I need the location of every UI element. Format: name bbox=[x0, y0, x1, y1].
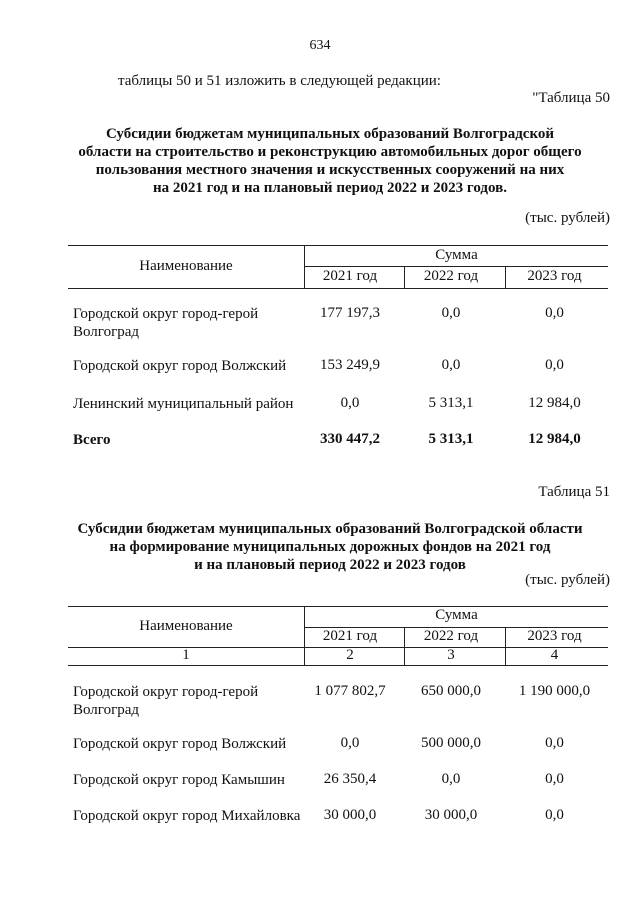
page-number: 634 bbox=[309, 38, 331, 53]
header-name: Наименование bbox=[139, 258, 233, 274]
table50-label: "Таблица 50 bbox=[532, 90, 610, 106]
table-row-name: Всего bbox=[73, 432, 111, 448]
table-cell: 500 000,0 bbox=[421, 735, 481, 751]
header-year: 2021 год bbox=[322, 628, 378, 644]
table-cell: 177 197,3 bbox=[320, 305, 380, 321]
table-cell: 1 190 000,0 bbox=[518, 683, 591, 699]
table-rule bbox=[68, 245, 608, 246]
table50-units: (тыс. рублей) bbox=[525, 210, 610, 226]
table51-units: (тыс. рублей) bbox=[525, 572, 610, 588]
table-cell: 0,0 bbox=[545, 735, 564, 751]
header-sum: Сумма bbox=[435, 607, 478, 623]
table-row-name: Ленинский муниципальный район bbox=[73, 396, 294, 412]
table-cell: 650 000,0 bbox=[421, 683, 481, 699]
table-cell: 30 000,0 bbox=[424, 807, 478, 823]
table50-title-line: области на строительство и реконструкцию автомобильных дорог общего bbox=[78, 144, 582, 160]
table-cell: 0,0 bbox=[340, 395, 360, 411]
table-row-name: Городской округ город Волжский bbox=[73, 736, 287, 752]
table-cell: 5 313,1 bbox=[428, 431, 474, 447]
table-rule bbox=[505, 627, 506, 665]
header-year: 2023 год bbox=[527, 628, 582, 644]
table50-title bbox=[40, 125, 620, 197]
table-cell: 330 447,2 bbox=[320, 431, 380, 447]
table-rule bbox=[68, 288, 608, 289]
table-cell: 0,0 bbox=[340, 735, 360, 751]
table-rule bbox=[68, 665, 608, 666]
header-sum: Сумма bbox=[435, 247, 478, 263]
column-number: 4 bbox=[550, 647, 559, 663]
table-cell: 12 984,0 bbox=[528, 395, 581, 411]
table-cell: 5 313,1 bbox=[428, 395, 474, 411]
table-cell: 0,0 bbox=[545, 807, 564, 823]
column-number: 2 bbox=[346, 647, 354, 663]
table51-title bbox=[40, 520, 620, 574]
header-year: 2022 год bbox=[423, 628, 479, 644]
table-row-name: Городской округ город Волжский bbox=[73, 358, 287, 374]
table-cell: 0,0 bbox=[441, 357, 461, 373]
table-cell: 0,0 bbox=[441, 305, 461, 321]
table51-label: Таблица 51 bbox=[538, 484, 610, 500]
table-cell: 12 984,0 bbox=[528, 431, 581, 447]
table-row-name: Городской округ город-герой Волгоград bbox=[73, 306, 259, 340]
table-rule bbox=[305, 266, 608, 267]
table-rule bbox=[505, 266, 506, 288]
table50-title-line: на 2021 год и на плановый период 2022 и 2023 годов. bbox=[153, 180, 507, 196]
table50-title-line: Субсидии бюджетам муниципальных образований Волгоградской bbox=[105, 126, 555, 142]
table-cell: 0,0 bbox=[545, 357, 564, 373]
table-cell: 1 077 802,7 bbox=[314, 683, 386, 699]
table-cell: 153 249,9 bbox=[320, 357, 380, 373]
table-cell: 0,0 bbox=[545, 771, 564, 787]
intro-text: таблицы 50 и 51 изложить в следующей редакции: bbox=[118, 73, 441, 89]
table-cell: 30 000,0 bbox=[323, 807, 377, 823]
table50-title-line: пользования местного значения и искусственных сооружений на них bbox=[95, 162, 565, 178]
table-cell: 0,0 bbox=[545, 305, 564, 321]
header-year: 2021 год bbox=[322, 268, 378, 284]
table51-title-line: на формирование муниципальных дорожных фондов на 2021 год bbox=[109, 539, 551, 555]
header-year: 2022 год bbox=[423, 268, 479, 284]
table-cell: 26 350,4 bbox=[323, 771, 377, 787]
header-year: 2023 год bbox=[527, 268, 582, 284]
table-row-name: Городской округ город Михайловка bbox=[73, 808, 301, 824]
table51-title-line: Субсидии бюджетам муниципальных образований Волгоградской области bbox=[77, 521, 583, 537]
column-number: 3 bbox=[447, 647, 455, 663]
table51-title-line: и на плановый период 2022 и 2023 годов bbox=[194, 557, 466, 573]
column-number: 1 bbox=[182, 647, 190, 663]
table-cell: 0,0 bbox=[441, 771, 461, 787]
header-name: Наименование bbox=[139, 618, 233, 634]
table-row-name: Городской округ город Камышин bbox=[73, 772, 285, 788]
table-row-name: Городской округ город-герой Волгоград bbox=[73, 684, 259, 718]
